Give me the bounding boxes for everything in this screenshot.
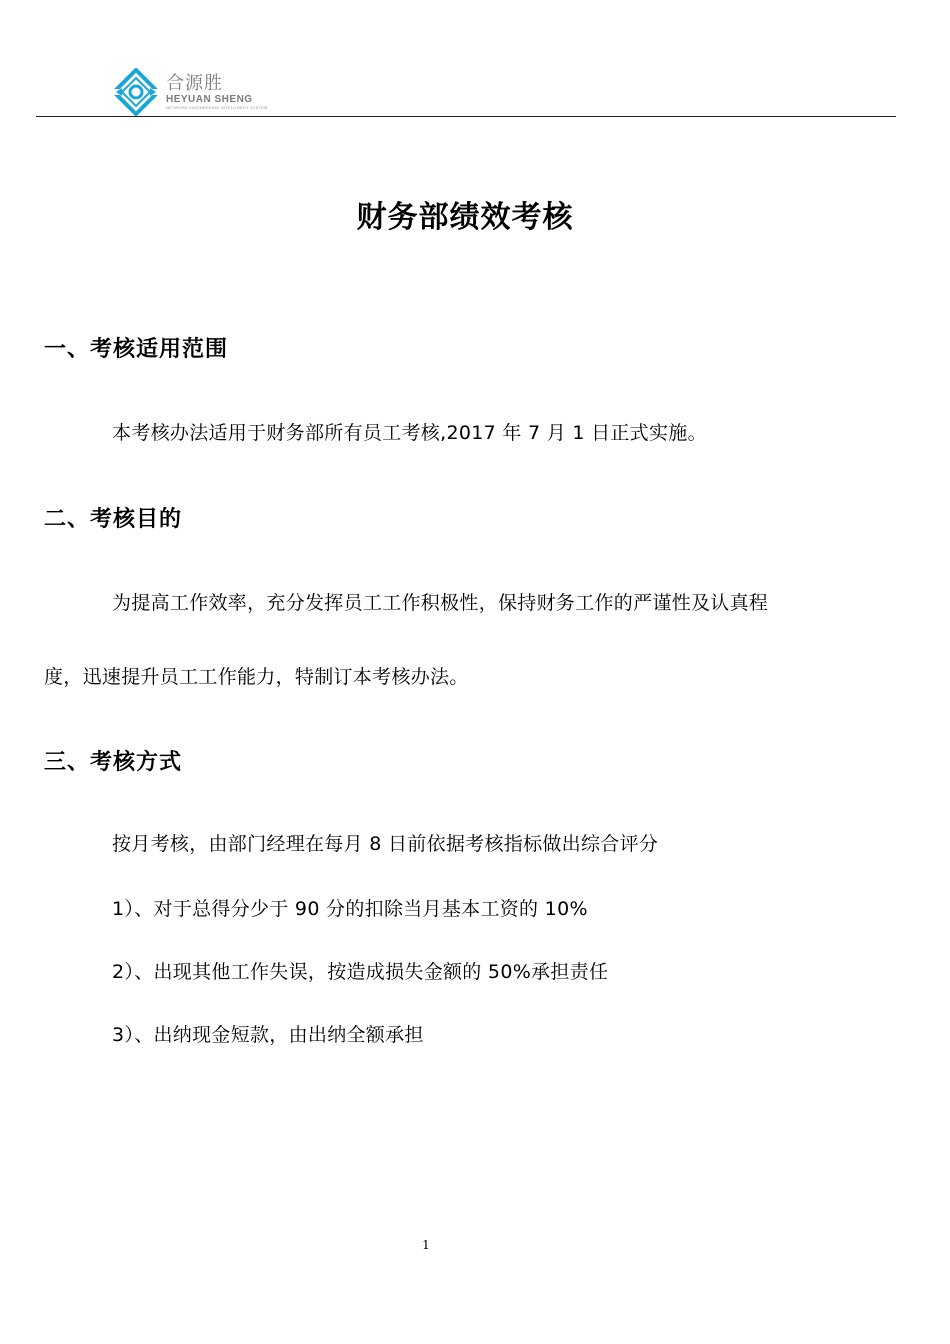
section-heading-purpose: 二、考核目的 — [44, 507, 183, 532]
list-item: 3）、出纳现金短款，由出纳全额承担 — [112, 1024, 424, 1046]
list-item: 2）、出现其他工作失误，按造成损失金额的 50%承担责任 — [112, 961, 609, 983]
section-paragraph-purpose-line1: 为提高工作效率，充分发挥员工工作积极性，保持财务工作的严谨性及认真程 — [112, 592, 769, 614]
section-heading-method: 三、考核方式 — [44, 750, 183, 775]
logo-text — [166, 72, 268, 110]
logo-tagline: NETWORK ENGINEERING INTELLIGENT SYSTEM — [166, 104, 268, 110]
document-title: 财务部绩效考核 — [356, 200, 574, 235]
company-logo-icon — [112, 68, 160, 116]
section-paragraph-method-intro: 按月考核，由部门经理在每月 8 日前依据考核指标做出综合评分 — [112, 833, 659, 855]
list-item: 1）、对于总得分少于 90 分的扣除当月基本工资的 10% — [112, 898, 588, 920]
logo-english-name: HEYUAN SHENG — [166, 93, 253, 105]
page-header — [112, 68, 268, 116]
header-divider — [36, 116, 896, 117]
logo-chinese-name: 合源胜 — [166, 72, 223, 94]
section-paragraph-purpose-line2: 度，迅速提升员工工作能力，特制订本考核办法。 — [44, 666, 469, 688]
section-paragraph-scope: 本考核办法适用于财务部所有员工考核,2017 年 7 月 1 日正式实施。 — [112, 422, 707, 444]
section-heading-scope: 一、考核适用范围 — [44, 337, 229, 362]
page-number: 1 — [422, 1238, 430, 1252]
